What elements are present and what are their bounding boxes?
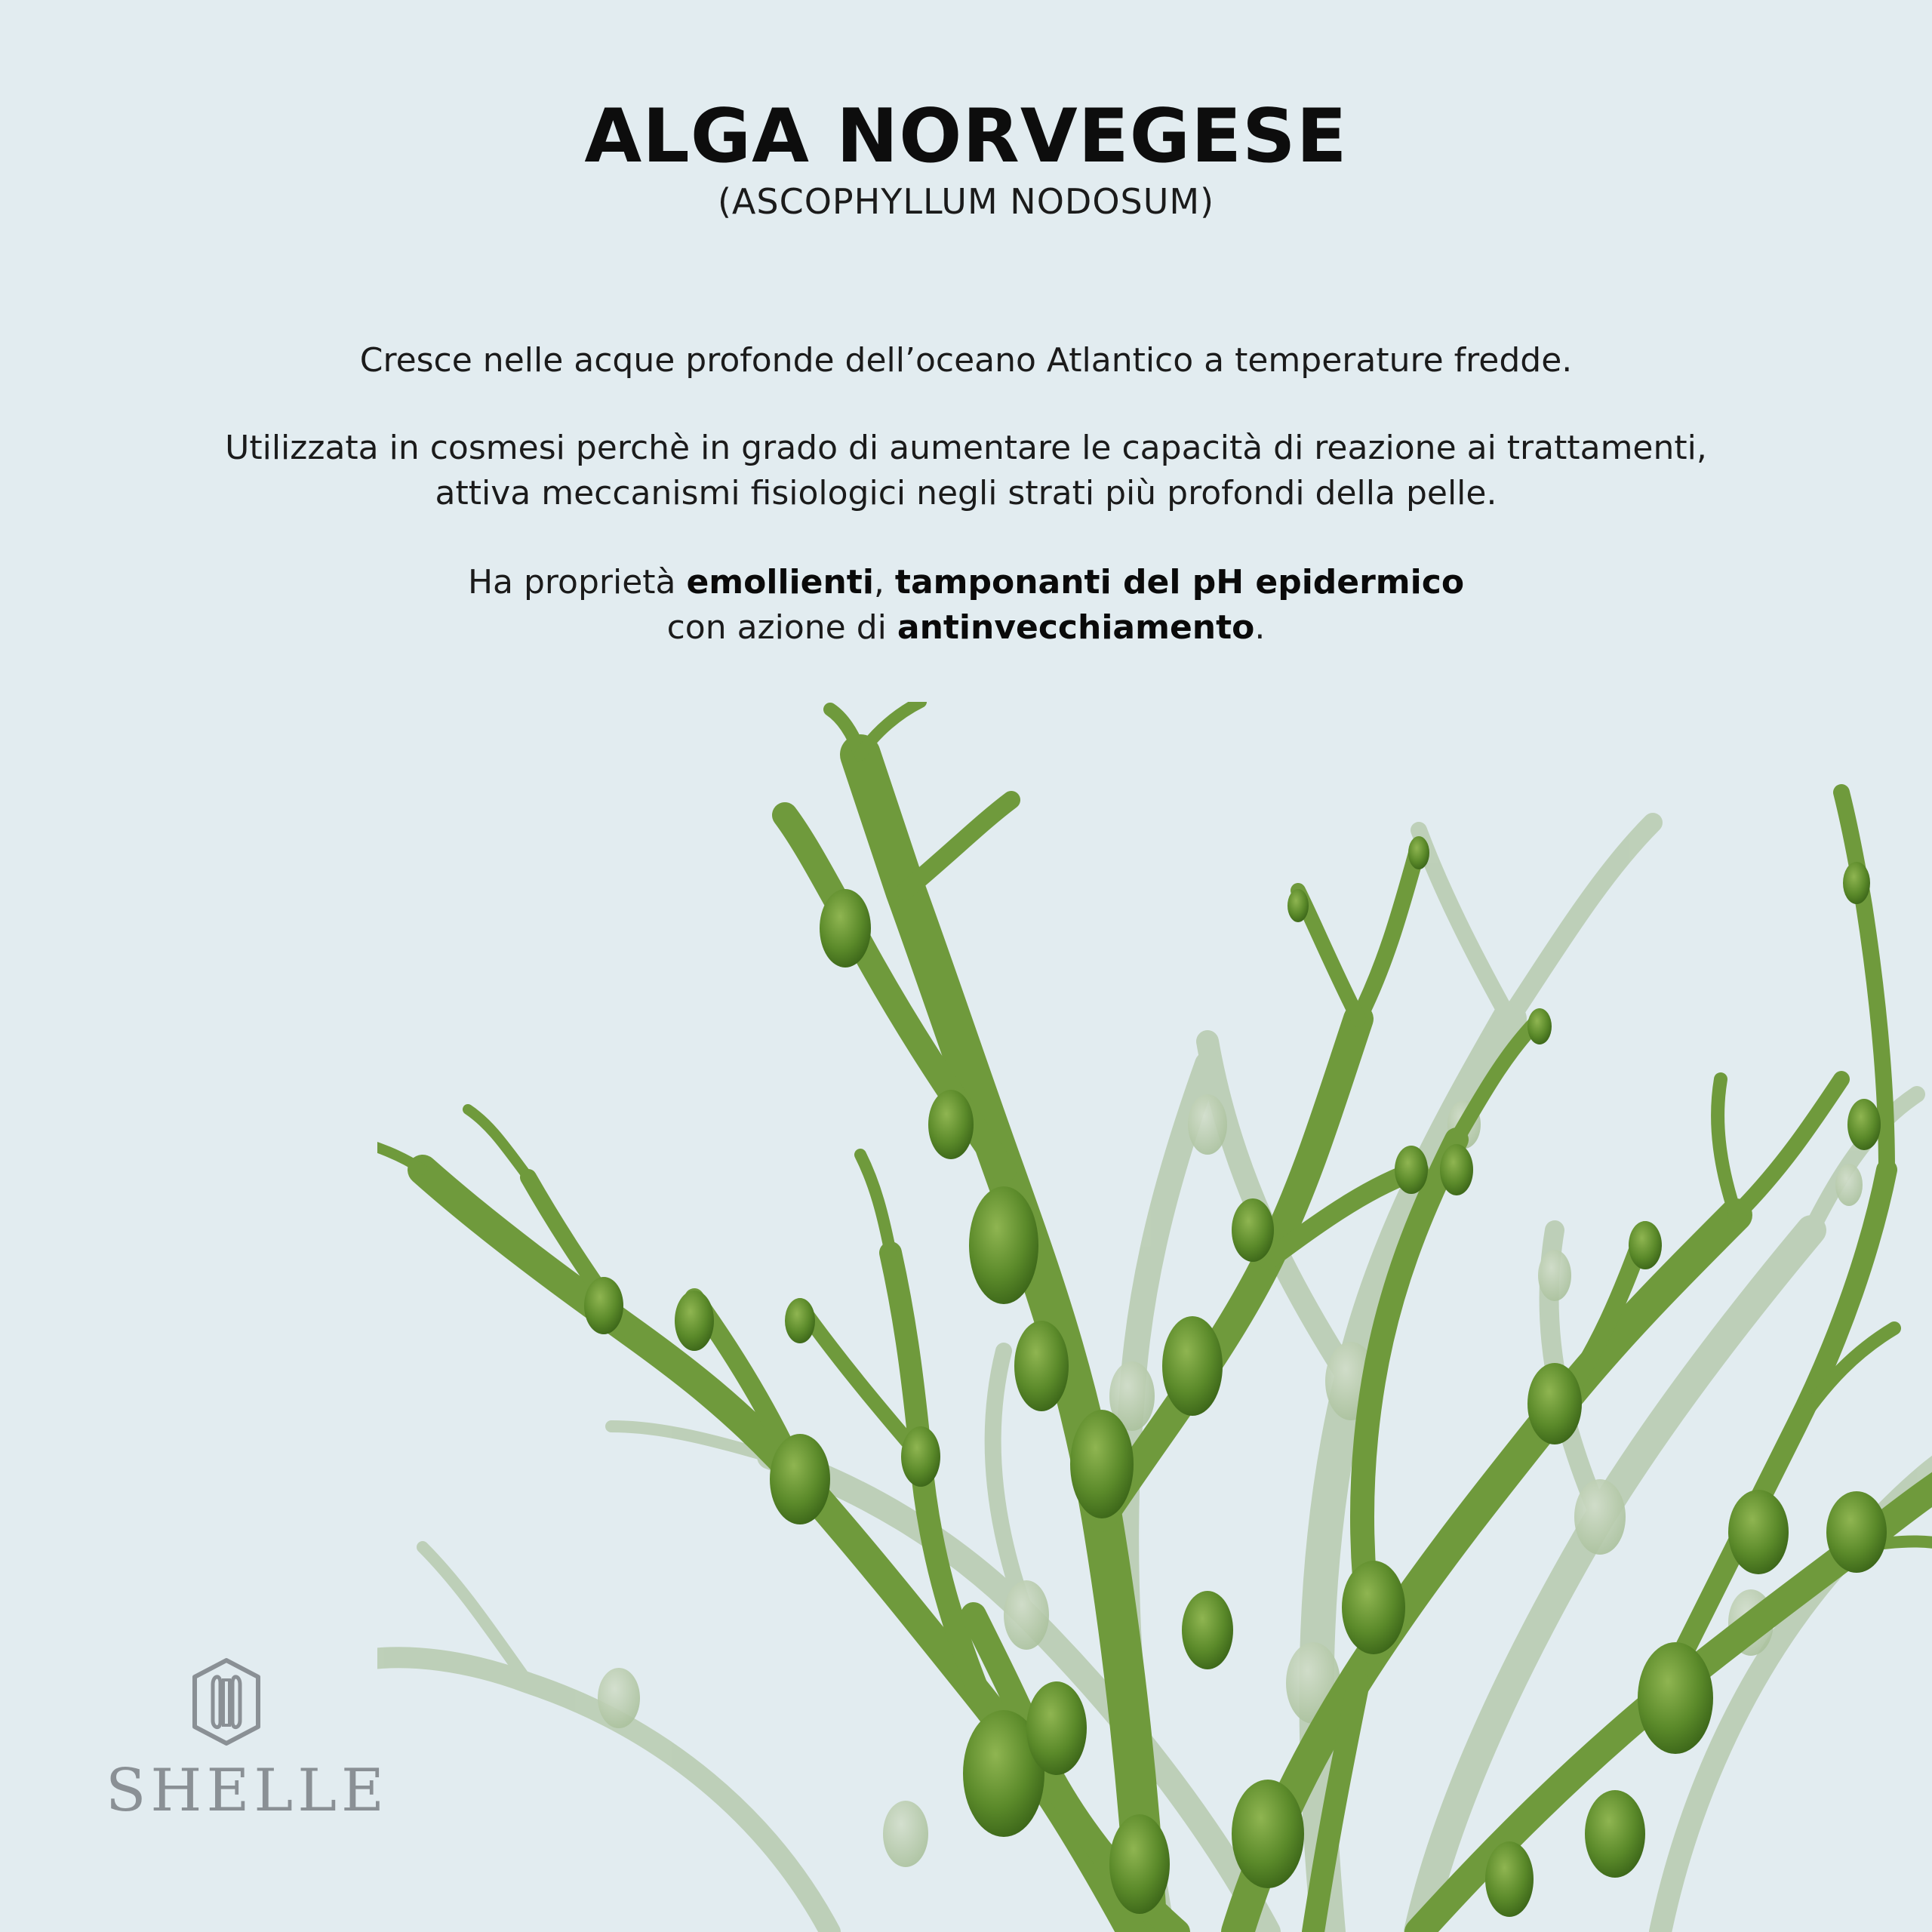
properties-end: . [1254, 608, 1266, 647]
properties-separator: , [873, 563, 895, 601]
paragraph-usage-line2: attiva meccanismi fisiologici negli strati più profondi della pelle. [435, 474, 1497, 512]
page-title: ALGA NORVEGESE [584, 94, 1348, 180]
properties-prefix: Ha proprietà [467, 563, 687, 601]
paragraph-properties [0, 560, 1932, 651]
brand-logo [106, 1657, 389, 1831]
paragraph-habitat-text: Cresce nelle acque profonde dell’oceano Atlantico a temperature fredde. [359, 341, 1573, 380]
brand-name: SHELLE [106, 1757, 389, 1825]
properties-line2-prefix: con azione di [666, 608, 897, 647]
paragraph-habitat [0, 338, 1932, 383]
shield-emblem-icon [190, 1657, 263, 1746]
property-emollienti: emollienti [686, 563, 874, 601]
seaweed-illustration [377, 702, 1932, 1932]
page-subtitle: (ASCOPHYLLUM NODOSUM) [717, 181, 1215, 222]
paragraph-usage-line1: Utilizzata in cosmesi perchè in grado di aumentare le capacità di reazione ai trattamenti, [225, 429, 1707, 467]
property-tamponanti: tamponanti del pH epidermico [894, 563, 1465, 601]
property-antinvecchiamento: antinvecchiamento [897, 608, 1255, 647]
paragraph-usage [0, 426, 1932, 516]
